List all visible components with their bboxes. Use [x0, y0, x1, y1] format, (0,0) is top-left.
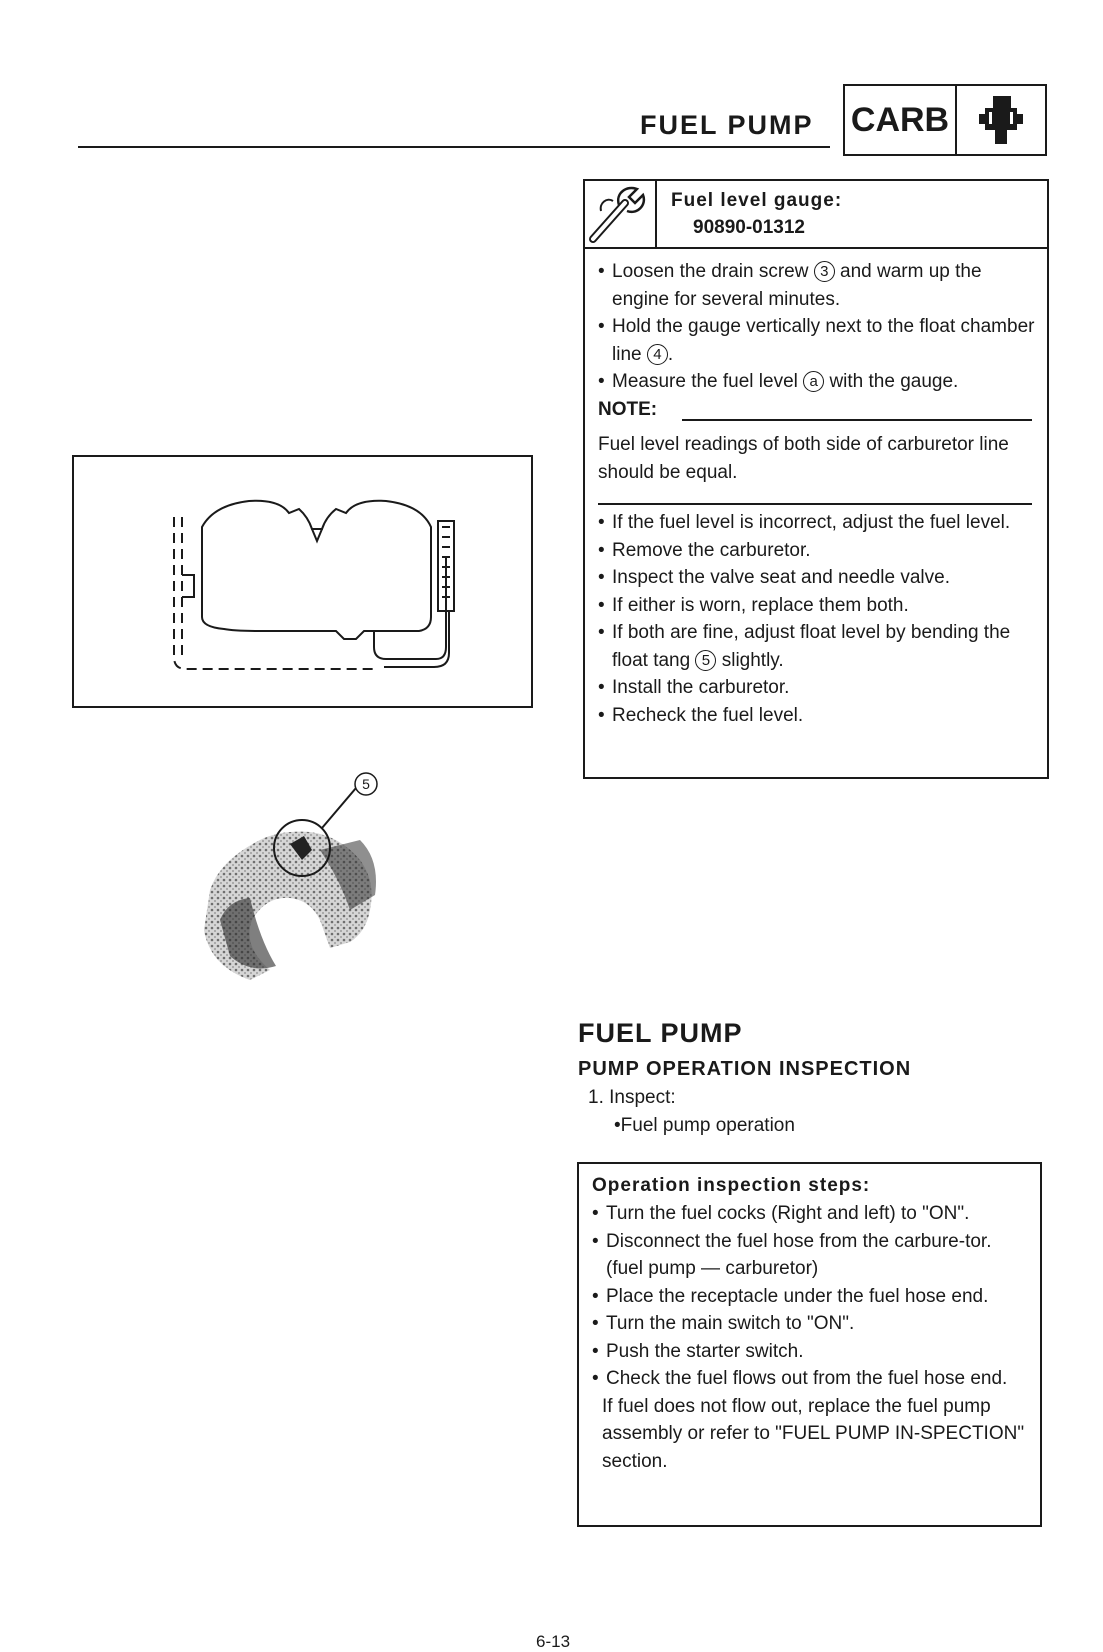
wrench-tool-icon: [585, 181, 657, 247]
tool-part-number: 90890-01312: [693, 217, 805, 238]
tool-name: Fuel level gauge:: [671, 190, 843, 211]
section-tab: [843, 84, 1047, 156]
list-item: • Install the carburetor.: [598, 674, 1038, 702]
list-item: • Hold the gauge vertically next to the float chamber line 4 .: [598, 313, 1038, 368]
note-rule-bottom: [598, 503, 1032, 505]
header-rule: [78, 146, 830, 148]
callout-a: a: [803, 371, 824, 392]
operation-box-heading: Operation inspection steps:: [592, 1175, 871, 1196]
list-item: • If both are fine, adjust float level by bending the float tang 5 slightly.: [598, 619, 1038, 674]
list-item: • Loosen the drain screw 3 and warm up the engine for several minutes.: [598, 258, 1038, 313]
carburetor-icon: [957, 86, 1045, 154]
page-header-title: FUEL PUMP: [640, 110, 814, 140]
list-item: • Disconnect the fuel hose from the carbure-tor. (fuel pump — carburetor): [592, 1228, 1028, 1283]
tool-row: [585, 181, 1047, 249]
callout-4: 4: [647, 344, 668, 365]
list-item: • Recheck the fuel level.: [598, 702, 1038, 730]
inspect-step: 1. Inspect:: [588, 1087, 676, 1108]
list-item: • Measure the fuel level a with the gauge.: [598, 368, 1038, 396]
float-tang-photo: [180, 770, 410, 995]
float-tang-callout: 5: [362, 776, 370, 792]
note-text: Fuel level readings of both side of carburetor line should be equal.: [598, 434, 1009, 483]
operation-steps-list: [592, 1200, 1028, 1393]
callout-5: 5: [695, 650, 716, 671]
section-label: CARB: [845, 86, 957, 154]
list-item: • Turn the main switch to "ON".: [592, 1310, 1028, 1338]
section-subtitle: PUMP OPERATION INSPECTION: [578, 1058, 912, 1080]
list-item: • If either is worn, replace them both.: [598, 592, 1038, 620]
list-item: • Check the fuel flows out from the fuel hose end.: [592, 1365, 1028, 1393]
note-label: NOTE:: [598, 399, 658, 420]
callout-3: 3: [814, 261, 835, 282]
operation-extra-note: If fuel does not flow out, replace the fuel pump assembly or refer to "FUEL PUMP IN-SPECTION" section.: [602, 1395, 1025, 1472]
list-item: • Turn the fuel cocks (Right and left) to "ON".: [592, 1200, 1028, 1228]
adjust-steps-list: [598, 509, 1038, 729]
page-number: 6-13: [536, 1632, 571, 1651]
fuel-level-gauge-diagram: [72, 455, 533, 708]
gauge-steps-list: [598, 258, 1038, 396]
section-title: FUEL PUMP: [578, 1018, 743, 1048]
inspect-step-item: •Fuel pump operation: [614, 1115, 795, 1136]
list-item: • Remove the carburetor.: [598, 537, 1038, 565]
list-item: • Inspect the valve seat and needle valve.: [598, 564, 1038, 592]
list-item: • If the fuel level is incorrect, adjust the fuel level.: [598, 509, 1038, 537]
fuel-level-gauge-box: [583, 179, 1049, 779]
note-rule-top: [682, 419, 1032, 421]
list-item: • Place the receptacle under the fuel hose end.: [592, 1283, 1028, 1311]
list-item: • Push the starter switch.: [592, 1338, 1028, 1366]
operation-inspection-box: [577, 1162, 1042, 1527]
